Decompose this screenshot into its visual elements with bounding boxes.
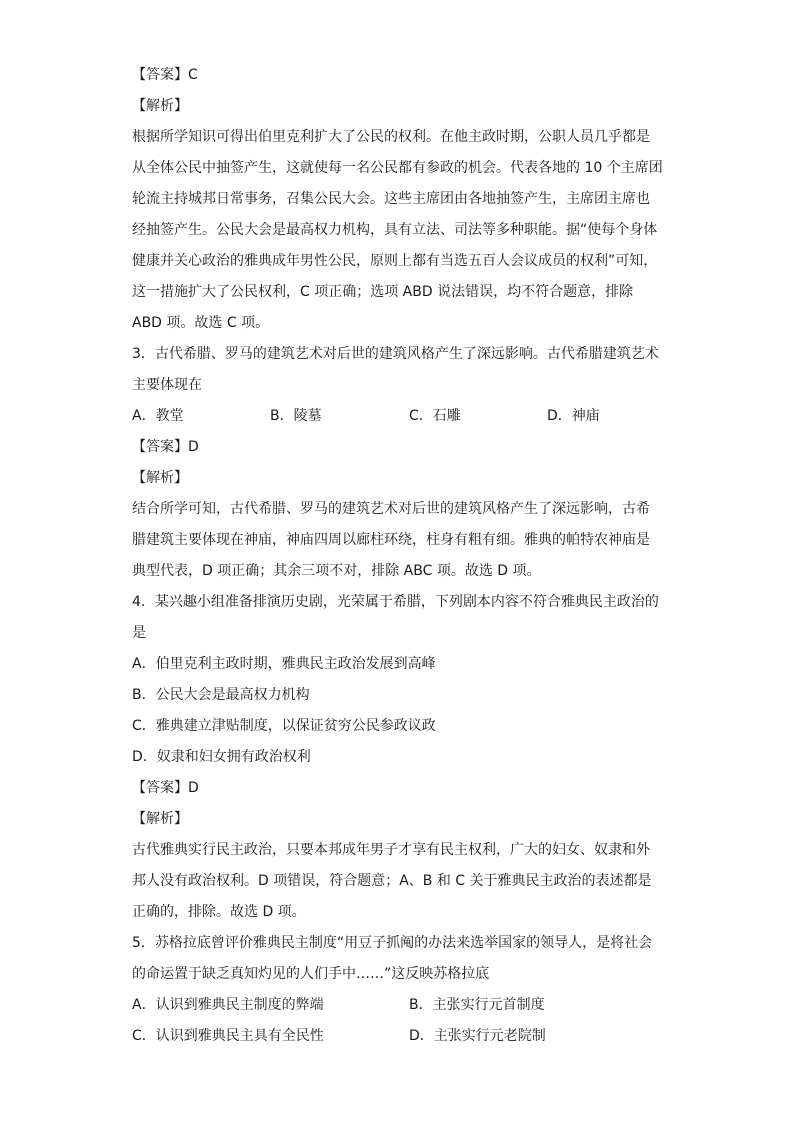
option-item: C．认识到雅典民主具有全民性: [132, 1028, 324, 1044]
text-line: 典型代表，D 项正确；其余三项不对，排除 ABC 项。故选 D 项。: [132, 563, 541, 579]
text-line: 健康并关心政治的雅典成年男性公民，原则上都有当选五百人会议成员的权利”可知，: [132, 253, 658, 269]
text-line: 腊建筑主要体现在神庙，神庙四周以廊柱环绕，柱身有粗有细。雅典的帕特农神庙是: [132, 532, 650, 548]
text-line: 从全体公民中抽签产生，这就使每一名公民都有参政的机会。代表各地的 10 个主席团: [132, 160, 663, 176]
option-item: D．神庙: [547, 408, 600, 424]
text-line: 结合所学可知，古代希腊、罗马的建筑艺术对后世的建筑风格产生了深远影响，古希: [132, 501, 650, 517]
option-item: D．主张实行元老院制: [409, 1028, 546, 1044]
option-item: A．教堂: [132, 408, 184, 424]
text-line: 的命运置于缺乏真知灼见的人们手中……”这反映苏格拉底: [132, 966, 490, 982]
analysis-line: [132, 804, 672, 835]
answer-value: C: [188, 67, 198, 83]
answer-label: 【答案】: [132, 780, 188, 796]
options-row: [132, 1021, 672, 1052]
answer-label: 【答案】: [132, 439, 188, 455]
text-line: ABD 项。故选 C 项。: [132, 315, 270, 331]
text-line: 邦人没有政治权利。D 项错误，符合题意；A、B 和 C 关于雅典民主政治的表述都是: [132, 873, 652, 889]
text-line: D．奴隶和妇女拥有政治权利: [132, 749, 311, 765]
text-line: 正确的，排除。故选 D 项。: [132, 904, 306, 920]
answer-line: [132, 432, 672, 463]
analysis-label: 【解析】: [132, 98, 188, 114]
answer-label: 【答案】: [132, 67, 188, 83]
option-item: B．主张实行元首制度: [409, 997, 545, 1013]
text-line: 古代雅典实行民主政治，只要本邦成年男子才享有民主权利，广大的妇女、奴隶和外: [132, 842, 650, 858]
text-line: 根据所学知识可得出伯里克利扩大了公民的权利。在他主政时期，公职人员几乎都是: [132, 129, 650, 145]
text-line: A．伯里克利主政时期，雅典民主政治发展到高峰: [132, 656, 436, 672]
answer-line: [132, 60, 672, 91]
text-line: 5．苏格拉底曾评价雅典民主制度“用豆子抓阄的办法来选举国家的领导人，是将社会: [132, 935, 653, 951]
text-line: C．雅典建立津贴制度，以保证贫穷公民参政议政: [132, 718, 436, 734]
answer-line: [132, 773, 672, 804]
analysis-line: [132, 463, 672, 494]
text-line: 主要体现在: [132, 377, 202, 393]
option-item: B．陵墓: [270, 408, 322, 424]
analysis-label: 【解析】: [132, 811, 188, 827]
text-line: 这一措施扩大了公民权利，C 项正确；选项 ABD 说法错误，均不符合题意，排除: [132, 284, 634, 300]
analysis-label: 【解析】: [132, 470, 188, 486]
option-item: A．认识到雅典民主制度的弊端: [132, 997, 324, 1013]
text-line: 4．某兴趣小组准备排演历史剧，光荣属于希腊，下列剧本内容不符合雅典民主政治的: [132, 594, 659, 610]
text-line: 经抽签产生。公民大会是最高权力机构，具有立法、司法等多种职能。据“使每个身体: [132, 222, 658, 238]
text-line: 3．古代希腊、罗马的建筑艺术对后世的建筑风格产生了深远影响。古代希腊建筑艺术: [132, 346, 659, 362]
answer-value: D: [188, 439, 199, 455]
options-row: [132, 990, 672, 1021]
text-line: 是: [132, 625, 146, 641]
text-line: 轮流主持城邦日常事务，召集公民大会。这些主席团由各地抽签产生，主席团主席也: [132, 191, 650, 207]
answer-value: D: [188, 780, 199, 796]
analysis-line: [132, 91, 672, 122]
options-row: [132, 401, 672, 432]
text-line: B．公民大会是最高权力机构: [132, 687, 310, 703]
option-item: C．石雕: [409, 408, 461, 424]
